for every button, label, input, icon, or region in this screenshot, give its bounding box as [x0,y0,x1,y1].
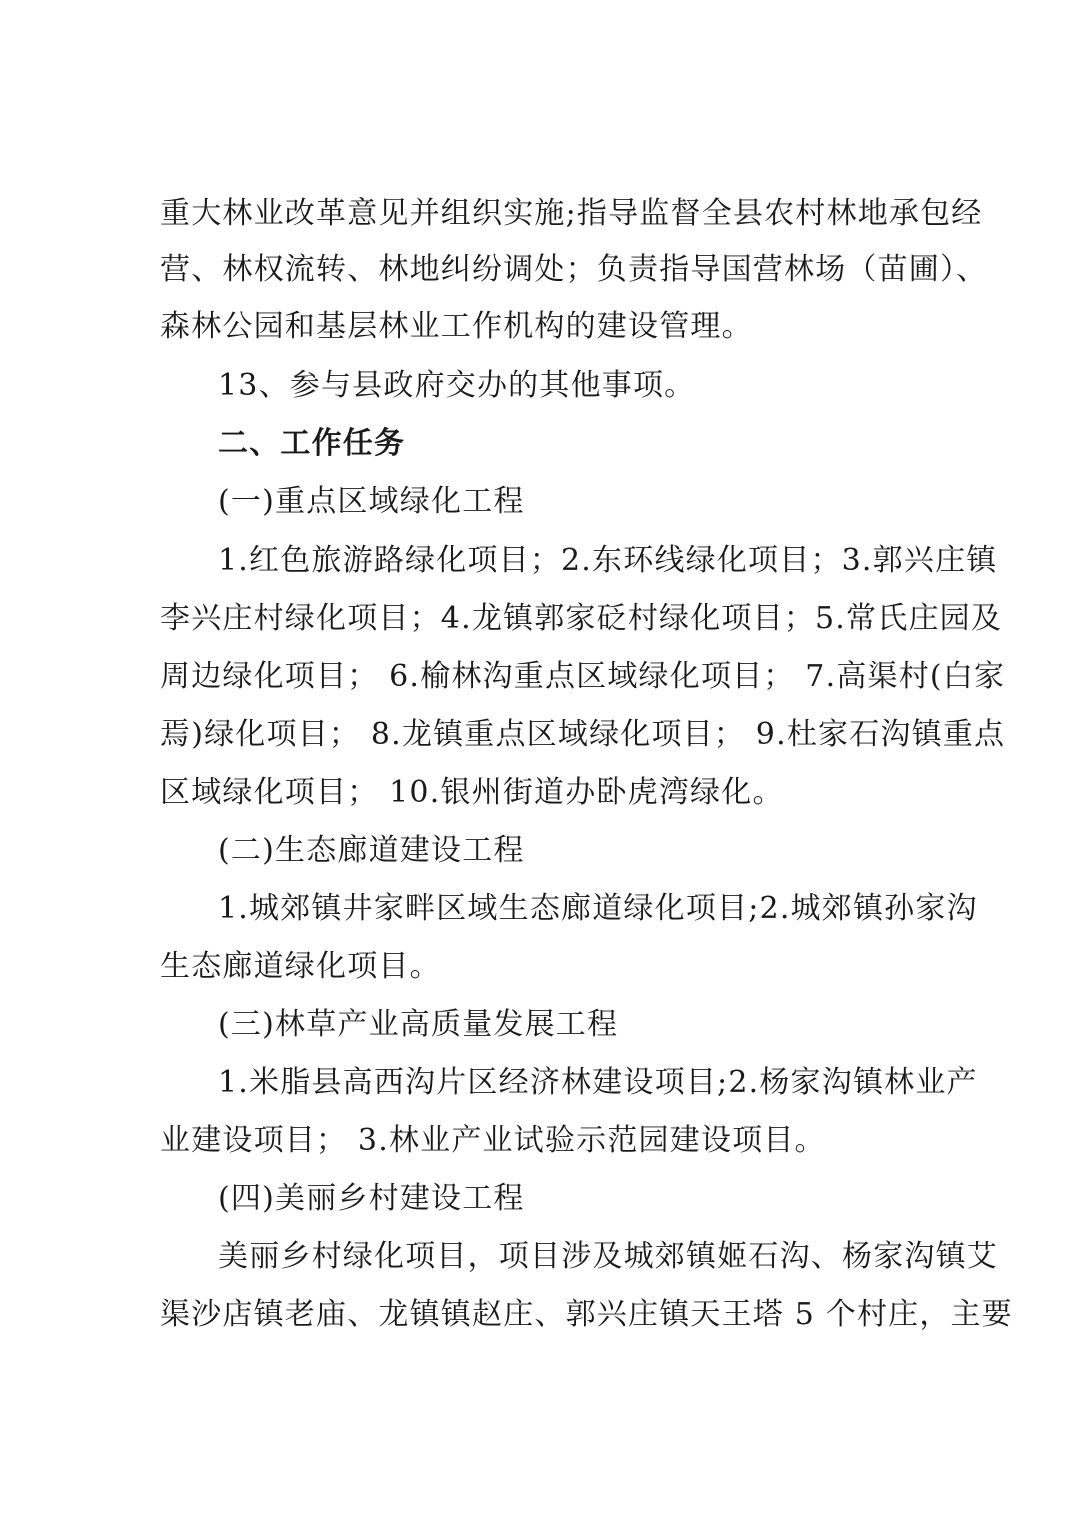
paragraph-line: 1.米脂县高西沟片区经济林建设项目;2.杨家沟镇林业产 [218,1065,978,1100]
paragraph-line: 业建设项目； 3.林业产业试验示范园建设项目。 [160,1123,826,1158]
paragraph-line: 重大林业改革意见并组织实施;指导监督全县农村林地承包经 [160,196,983,231]
paragraph-line: 李兴庄村绿化项目；4.龙镇郭家砭村绿化项目；5.常氏庄园及 [160,601,1003,636]
subsection-heading: (三)林草产业高质量发展工程 [218,1007,619,1042]
paragraph-line: 森林公园和基层林业工作机构的建设管理。 [160,309,753,344]
paragraph-line: 生态廊道绿化项目。 [160,949,441,984]
subsection-heading: (二)生态廊道建设工程 [218,833,525,868]
paragraph-line: 焉)绿化项目； 8.龙镇重点区域绿化项目； 9.杜家石沟镇重点 [160,717,1006,752]
paragraph-line: 1.城郊镇井家畔区域生态廊道绿化项目;2.城郊镇孙家沟 [218,891,978,926]
subsection-heading: (四)美丽乡村建设工程 [218,1181,525,1216]
paragraph-line: 渠沙店镇老庙、龙镇镇赵庄、郭兴庄镇天王塔 5 个村庄，主要 [160,1297,1013,1332]
list-item: 13、参与县政府交办的其他事项。 [218,368,696,403]
paragraph-line: 美丽乡村绿化项目，项目涉及城郊镇姬石沟、杨家沟镇艾 [218,1239,998,1274]
paragraph-line: 营、林权流转、林地纠纷调处；负责指导国营林场（苗圃）、 [160,252,988,287]
paragraph-line: 周边绿化项目； 6.榆林沟重点区域绿化项目； 7.高渠村(白家 [160,659,1006,694]
paragraph-line: 区域绿化项目； 10.银州街道办卧虎湾绿化。 [160,775,784,810]
section-heading: 二、工作任务 [218,426,406,461]
paragraph-line: 1.红色旅游路绿化项目；2.东环线绿化项目；3.郭兴庄镇 [218,543,998,578]
subsection-heading: (一)重点区域绿化工程 [218,484,525,519]
